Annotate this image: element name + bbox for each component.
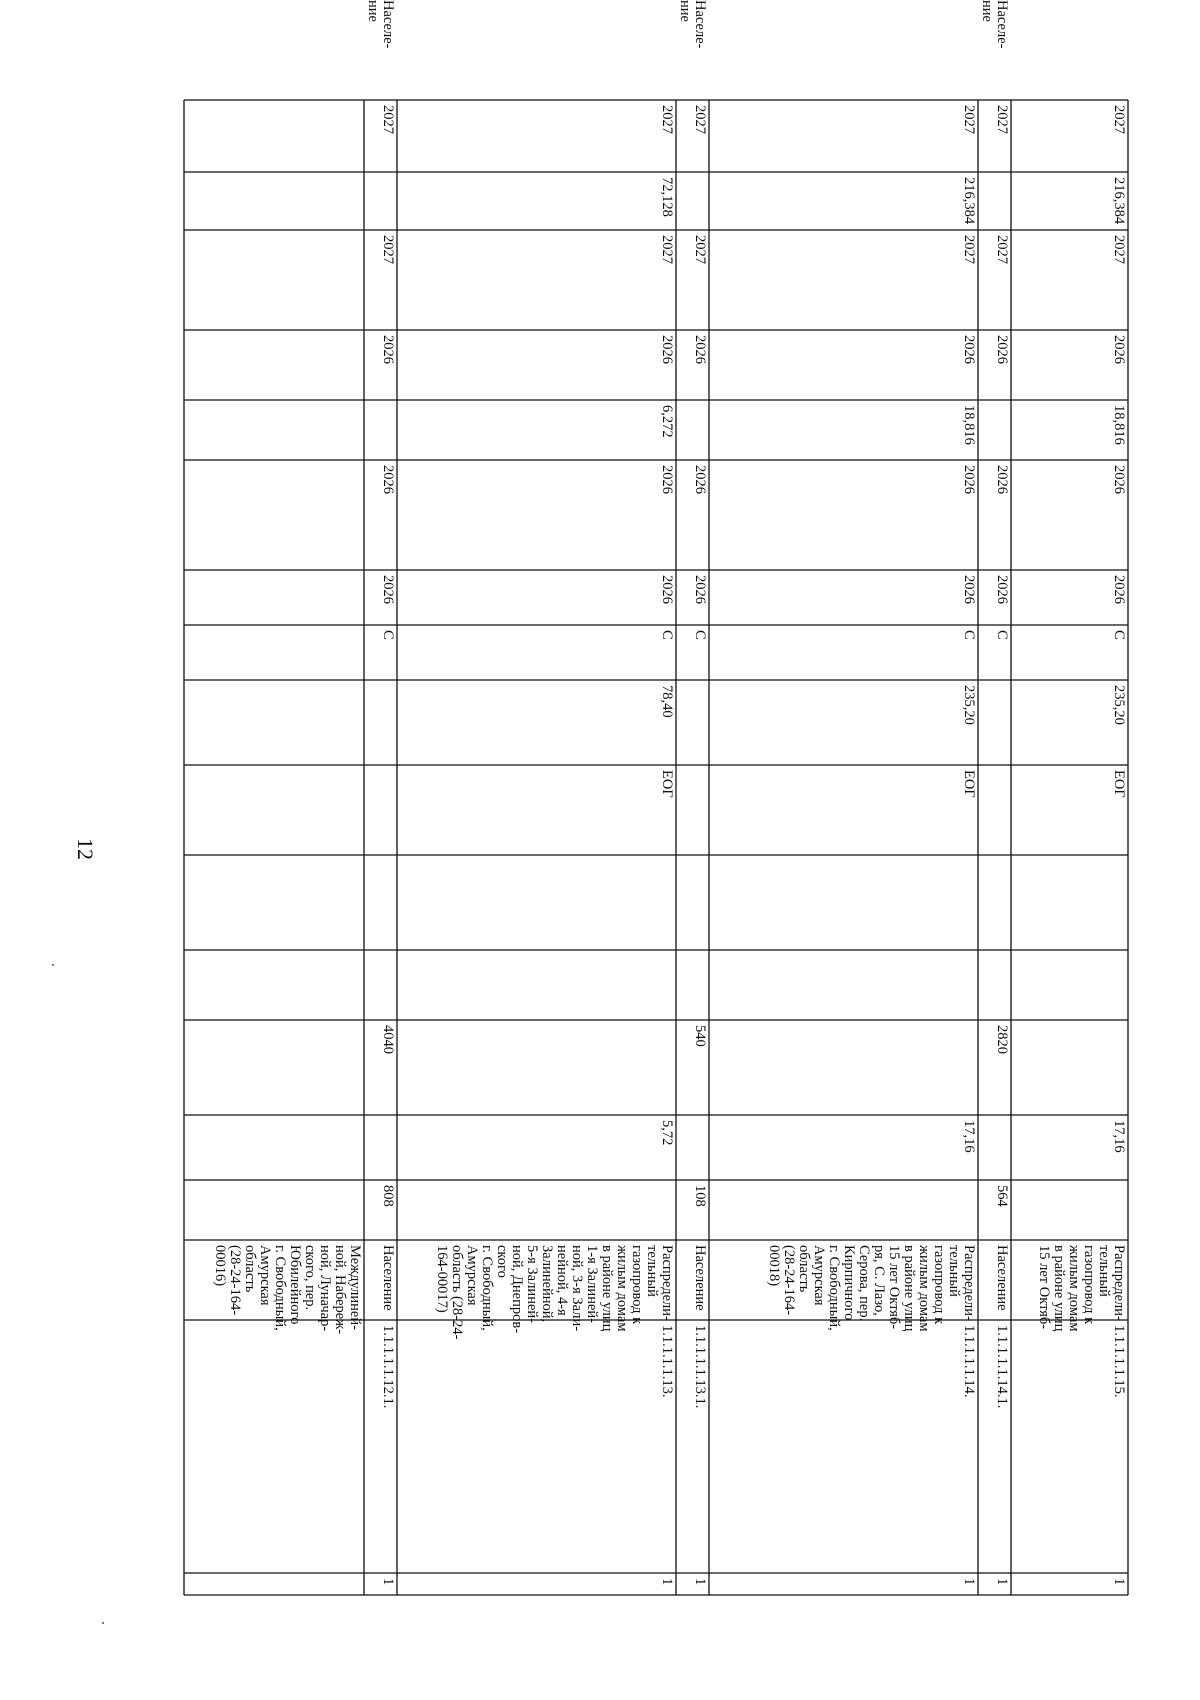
table-cell: 2026 [1111,335,1127,364]
table-cell: Населе- ние [677,0,708,49]
table-cell: 2027 [692,105,708,134]
table-cell: Население [380,1245,396,1311]
table-cell: 1 [961,1578,977,1586]
table-cell: С [659,630,675,640]
table-cell: 2026 [380,575,396,604]
table-cell: 1.1.1.1.1.14.1. [994,1325,1010,1409]
table-cell: 2026 [659,575,675,604]
table-cell: 2820 [994,1025,1010,1054]
table-cell: 17,16 [961,1120,977,1153]
table-cell: 2027 [1111,235,1127,264]
table-cell: 1.1.1.1.1.13. [659,1325,675,1398]
table-cell: 1 [994,1578,1010,1586]
table-cell: С [994,630,1010,640]
table-cell: Распредели- тельный газопровод к жилым домам в районе улиц 15 лет Октяб- [1036,1245,1127,1332]
table-cell: Населе- ние [365,0,396,49]
table-cell: 2027 [380,235,396,264]
table-cell: 564 [994,1185,1010,1207]
table-cell: 1 [659,1578,675,1586]
table-cell: 2026 [994,335,1010,364]
table-cell: 2027 [994,235,1010,264]
table-cell: Население [692,1245,708,1311]
table-cell: 2027 [961,105,977,134]
table-cell: Население [994,1245,1010,1311]
table-cell: 2026 [380,465,396,494]
table-cell: 18,816 [1111,405,1127,445]
table-cell: 235,20 [961,685,977,725]
table-cell: 2027 [1111,105,1127,134]
table-cell: С [692,630,708,640]
table-cell: 1 [1111,1578,1127,1586]
table-cell: 108 [692,1185,708,1207]
table-cell: 2027 [380,105,396,134]
table-cell: 17,16 [1111,1120,1127,1153]
table-cell: 18,816 [961,405,977,445]
table-cell: 1.1.1.1.1.12.1. [380,1325,396,1409]
table-cell: 4040 [380,1025,396,1054]
table-cell: 2027 [961,235,977,264]
table-cell: 2026 [659,335,675,364]
table-cell: 2027 [692,235,708,264]
table-cell: ЕОГ [1111,770,1127,798]
table-cell: 1.1.1.1.1.15. [1111,1325,1127,1398]
table-cell: 2026 [961,465,977,494]
table-cell: ЕОГ [659,770,675,798]
table-cell: 2026 [994,575,1010,604]
table-cell: Населе- ние [979,0,1010,49]
table-cell: 2027 [659,105,675,134]
table-cell: 1.1.1.1.1.14. [961,1325,977,1398]
table-cell: 216,384 [1111,177,1127,225]
table-cell: 1.1.1.1.1.13.1. [692,1325,708,1409]
table-cell: С [961,630,977,640]
table-cell: 2026 [692,465,708,494]
table-cell: Междулиней- ной, Набереж- ной, Луначар- ского, пер. Юбилейного г. Свободный, Амурская область (28-24-164- 00016) [212,1245,363,1335]
table-cell: 2027 [659,235,675,264]
table-cell: 2026 [692,335,708,364]
table-cell: 2026 [961,335,977,364]
table-cell: 1 [380,1578,396,1586]
table-cell: 72,128 [659,177,675,217]
table-cell: Распредели- тельный газопровод к жилым домам в районе улиц 1-я Залиней- ной, 3-я Зали- нейной, 4-я Залинейной, 5-я Залиней- ной, Днепров- ского г. Свободный, Амурская область (28-24- 164-00017) [434,1245,675,1340]
table-cell: 2026 [1111,465,1127,494]
table-cell: С [380,630,396,640]
table-cell: 6,272 [659,405,675,438]
table-cell: 540 [692,1025,708,1047]
table-cell: С [1111,630,1127,640]
table-cell: 2026 [994,465,1010,494]
table-cell: 216,384 [961,177,977,225]
table-cell: 2026 [1111,575,1127,604]
table-cell: 78,40 [659,685,675,718]
table-cell: 2026 [692,575,708,604]
table-cell: 235,20 [1111,685,1127,725]
table-cell: Распредели- тельный газопровод к жилым домам в районе улиц 15 лет Октяб- ря, С. Лазо, Серова, пер. Кирпичного г. Свободный, Амурская область (28-24-164- 00018) [766,1245,977,1332]
table-cell: 5,72 [659,1120,675,1146]
table-cell: 2026 [380,335,396,364]
table-cell: 2026 [659,465,675,494]
table-cell: 2027 [994,105,1010,134]
table-cell: ЕОГ [961,770,977,798]
table-cell: 1 [692,1578,708,1586]
table-cell: 808 [380,1185,396,1207]
table-cell: 2026 [961,575,977,604]
page-number: 12 [73,838,98,860]
